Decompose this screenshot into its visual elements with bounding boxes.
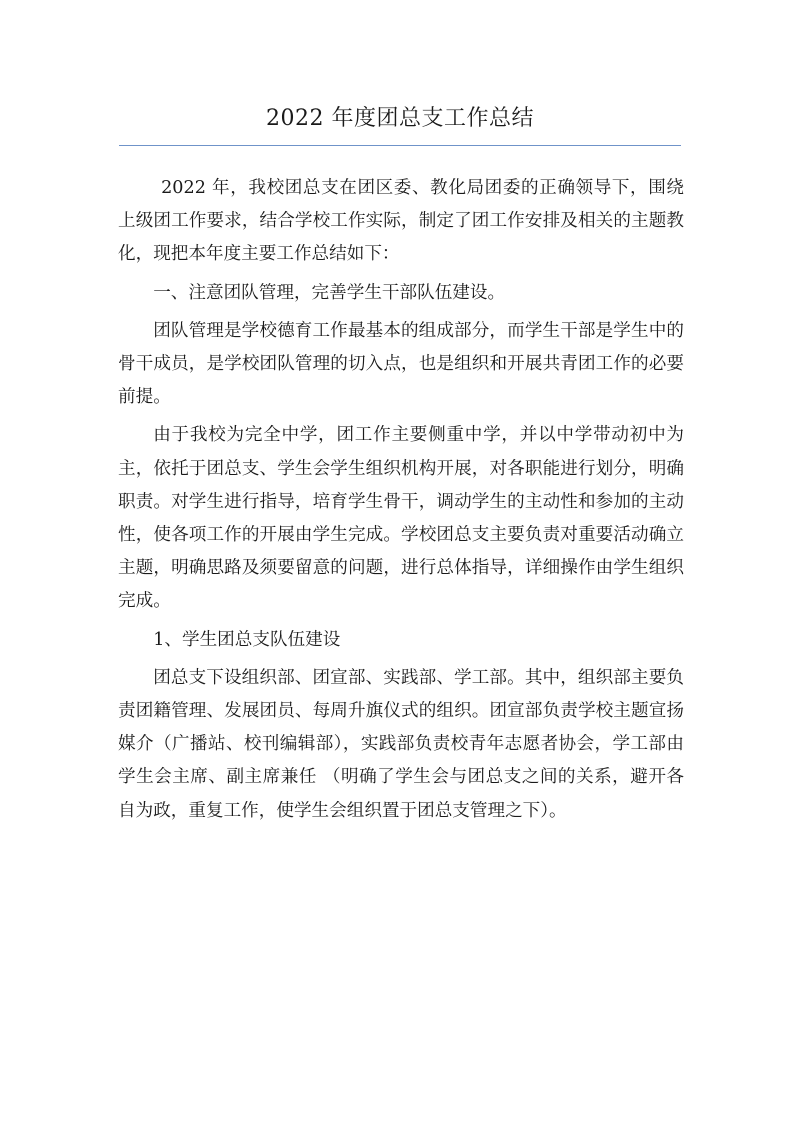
paragraph-departments: 团总支下设组织部、团宣部、实践部、学工部。其中，组织部主要负责团籍管理、发展团员、每周升旗仪式的组织。团宣部负责学校主题宣扬媒介（广播站、校刊编辑部），实践部负责校青年志愿者协会，学工部由 学生会主席、副主席兼任 （明确了学生会与团总支之间的关系，避开各自为政，重复工作，使学生会组织置于团总支管理之下）。 — [118, 667, 684, 821]
paragraph-school-structure: 由于我校为完全中学，团工作主要侧重中学，并以中学带动初中为主，依托于团总支、学生会学生组织机构开展，对各职能进行划分，明确职责。对学生进行指导，培育学生骨干，调动学生的主动性和参加的主动性，使各项工作的开展由学生完成。学校团总支主要负责对重要活动确立主题，明确思路及须要留意的问题，进行总体指导，详细操作由学生组织完成。 — [118, 425, 684, 612]
subsection-heading-1: 1、学生团总支队伍建设 — [153, 629, 341, 650]
document-title: 2022 年度团总支工作总结 — [266, 106, 534, 131]
paragraph-team-management: 团队管理是学校德育工作最基本的组成部分，而学生干部是学生中的骨干成员，是学校团队管理的切入点，也是组织和开展共青团工作的必要前提。 — [118, 320, 684, 408]
section-heading-1: 一、注意团队管理，完善学生干部队伍建设。 — [153, 282, 506, 303]
document-body — [118, 172, 684, 833]
paragraph-intro: 2022 年，我校团总支在团区委、教化局团委的正确领导下，围绕上级团工作要求，结合学校工作实际，制定了团工作安排及相关的主题教化，现把本年度主要工作总结如下： — [118, 178, 684, 265]
title-underline — [119, 145, 681, 146]
